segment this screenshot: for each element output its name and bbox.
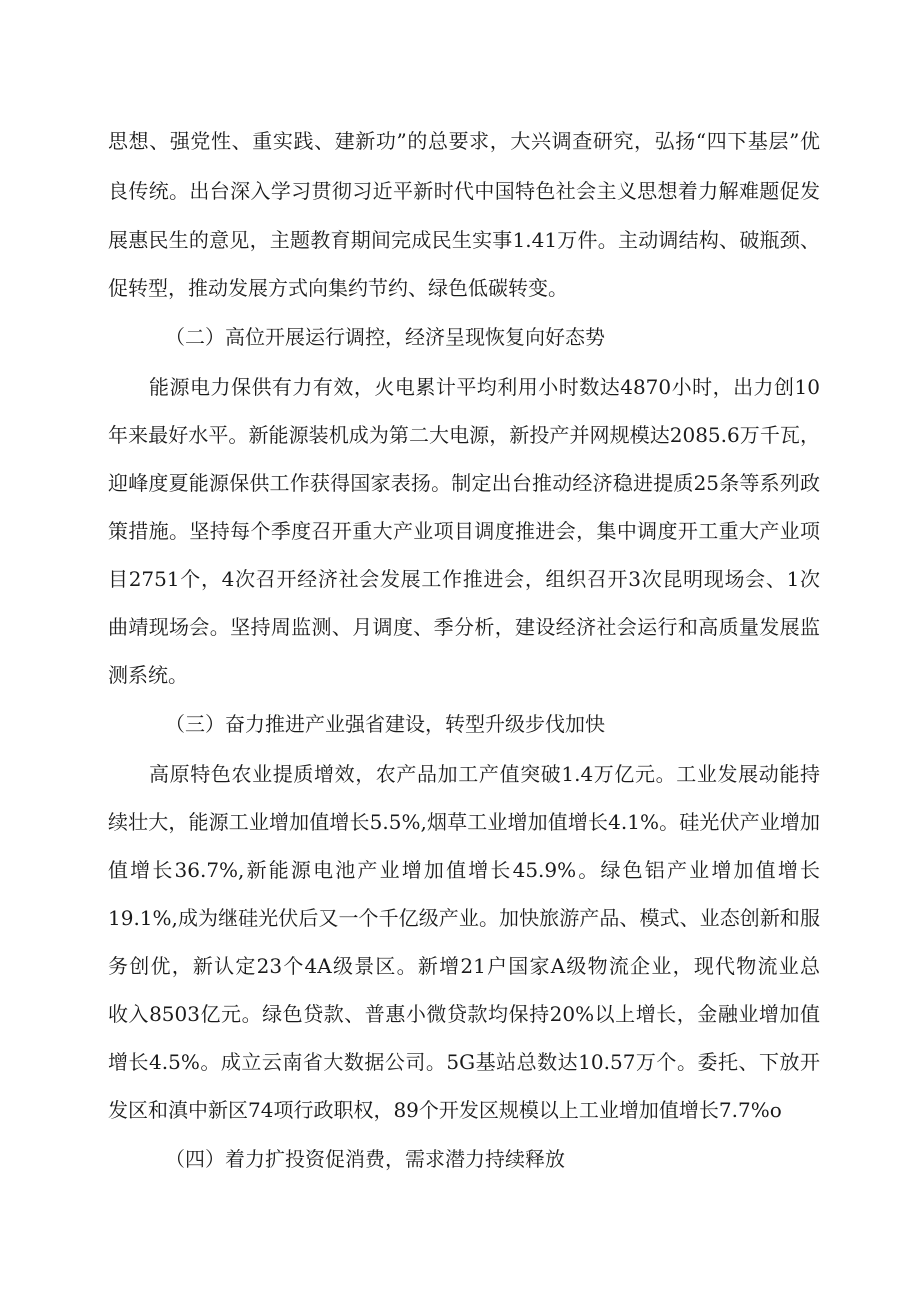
paragraph-line: 策措施。坚持每个季度召开重大产业项目调度推进会，集中调度开工重大产业项 [108, 519, 820, 543]
paragraph-line: 思想、强党性、重实践、建新功”的总要求，大兴调查研究，弘扬“四下基层”优 [108, 129, 820, 153]
paragraph-line: 务创优，新认定23个4A级景区。新增21户国家A级物流企业，现代物流业总 [108, 954, 820, 978]
paragraph-line: 年来最好水平。新能源装机成为第二大电源，新投产并网规模达2085.6万千瓦， [108, 423, 820, 447]
paragraph-line: 19.1%,成为继硅光伏后又一个千亿级产业。加快旅游产品、模式、业态创新和服 [108, 906, 820, 930]
paragraph-line: 发区和滇中新区74项行政职权，89个开发区规模以上工业增加值增长7.7%o [108, 1098, 782, 1122]
paragraph-line: 值增长36.7%,新能源电池产业增加值增长45.9%。绿色铝产业增加值增长 [108, 858, 820, 882]
paragraph-line: 增长4.5%。成立云南省大数据公司。5G基站总数达10.57万个。委托、下放开 [108, 1050, 820, 1074]
section-heading: （二）高位开展运行调控，经济呈现恢复向好态势 [165, 325, 605, 349]
paragraph-line: 曲靖现场会。坚持周监测、月调度、季分析，建设经济社会运行和高质量发展监 [108, 615, 820, 639]
paragraph-line: 收入8503亿元。绿色贷款、普惠小微贷款均保持20%以上增长，金融业增加值 [108, 1002, 820, 1026]
paragraph-line: 续壮大，能源工业增加值增长5.5%,烟草工业增加值增长4.1%。硅光伏产业增加 [108, 810, 820, 834]
section-heading: （三）奋力推进产业强省建设，转型升级步伐加快 [165, 712, 605, 736]
paragraph-line: 测系统。 [108, 663, 188, 687]
paragraph-line: 展惠民生的意见，主题教育期间完成民生实事1.41万件。主动调结构、破瓶颈、 [108, 228, 820, 252]
paragraph-line: 迎峰度夏能源保供工作获得国家表扬。制定出台推动经济稳进提质25条等系列政 [108, 471, 820, 495]
paragraph-line: 高原特色农业提质增效，农产品加工产值突破1.4万亿元。工业发展动能持 [149, 762, 820, 786]
paragraph-line: 良传统。出台深入学习贯彻习近平新时代中国特色社会主义思想着力解难题促发 [108, 179, 820, 203]
section-heading: （四）着力扩投资促消费，需求潜力持续释放 [165, 1147, 565, 1171]
paragraph-line: 促转型，推动发展方式向集约节约、绿色低碳转变。 [108, 276, 568, 300]
paragraph-line: 能源电力保供有力有效，火电累计平均利用小时数达4870小时，出力创10 [149, 375, 820, 399]
paragraph-line: 目2751个，4次召开经济社会发展工作推进会，组织召开3次昆明现场会、1次 [108, 567, 820, 591]
